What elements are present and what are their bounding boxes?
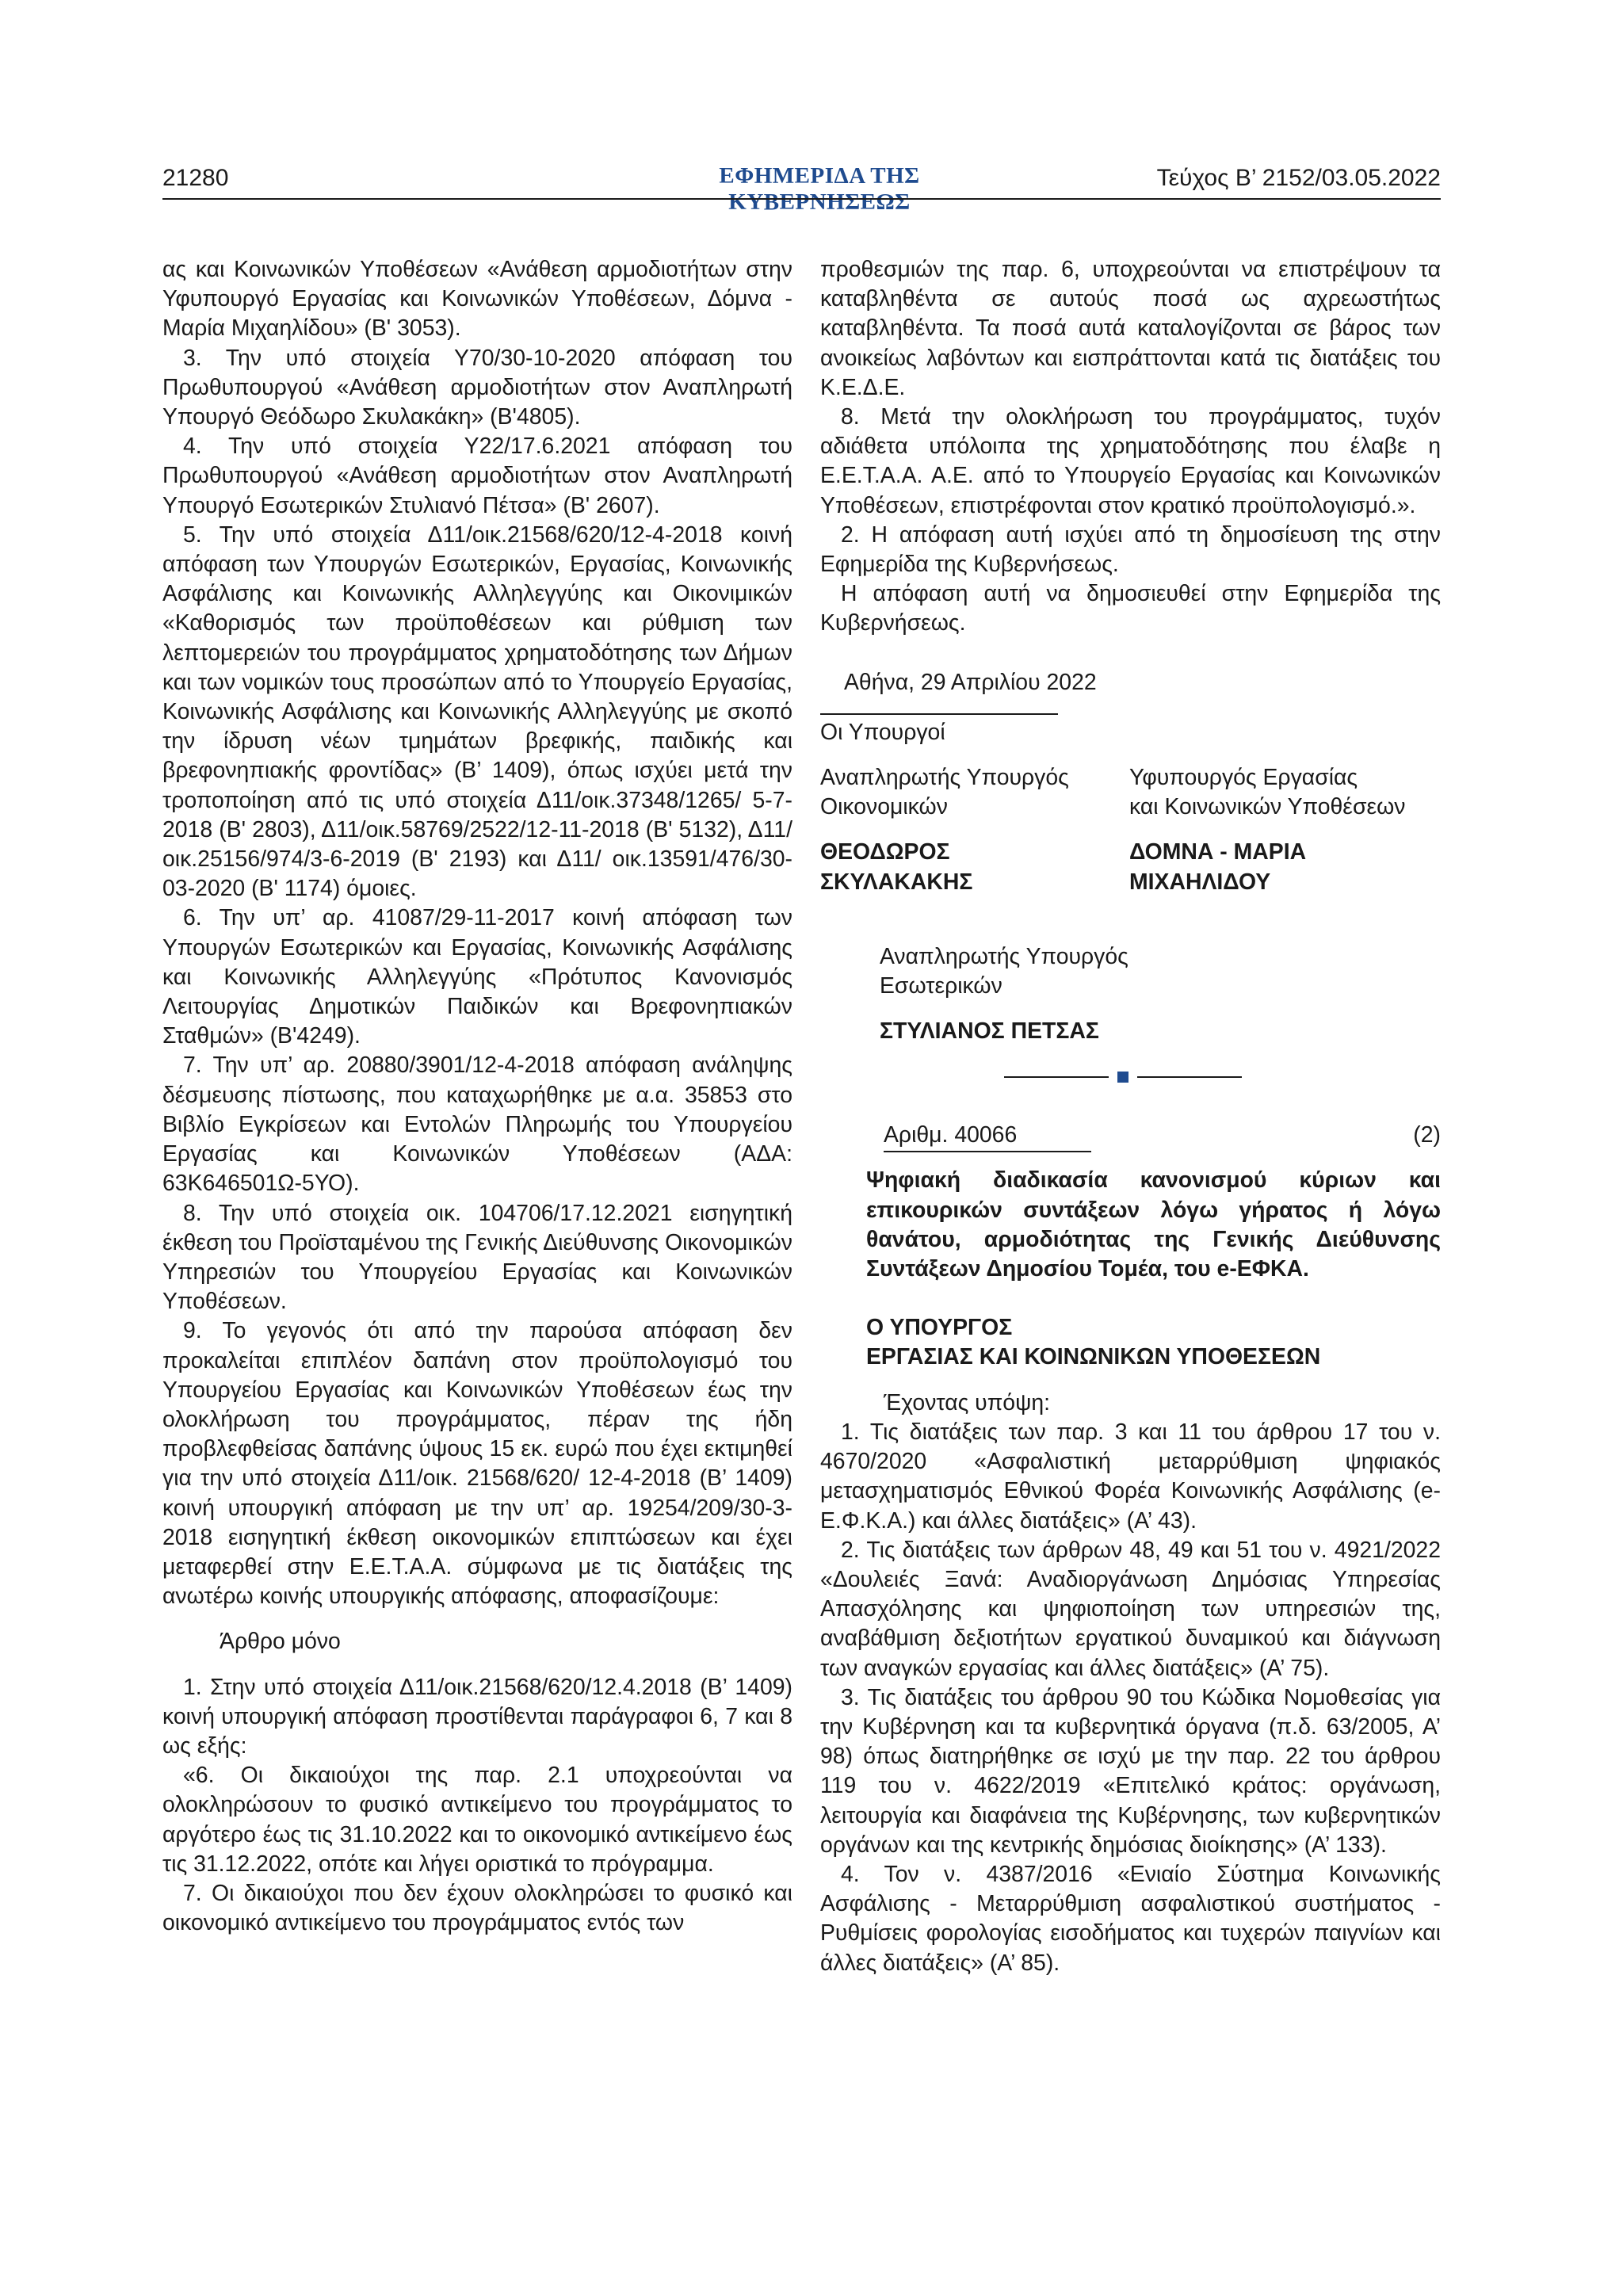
paragraph: «6. Οι δικαιούχοι της παρ. 2.1 υποχρεούνται να ολοκληρώσουν το φυσικό αντικείμενο του προγράμματος το αργότερο έως τις 31.10.2022 και το οικονομικό αντικείμενο έως τις 31.12.2022, οπότε και λήγει οριστικά το πρόγραμμα. — [162, 1763, 792, 1877]
signatory-title: Εσωτερικών — [880, 973, 1002, 999]
gazette-title: ΕΦΗΜΕΡΙΔΑ ΤΗΣ ΚΥΒΕΡΝΗΣΕΩΣ — [719, 163, 920, 215]
paragraph: 4. Την υπό στοιχεία Υ22/17.6.2021 απόφαση του Πρωθυπουργού «Ανάθεση αρμοδιοτήτων στον Αναπληρωτή Υπουργό Εσωτερικών Στυλιανό Πέτσα» (Β' 2607). — [162, 434, 792, 518]
paragraph: προθεσμιών της παρ. 6, υποχρεούνται να επιστρέψουν τα καταβληθέντα σε αυτούς ποσά ως αχρεωστήτως καταβληθέντα. Τα ποσά αυτά καταλογίζονται σε βάρος των ανοικείως λαβόντων και εισπράττονται κατά τις διατάξεις του Κ.Ε.Δ.Ε. — [820, 257, 1441, 400]
page-number: 21280 — [162, 165, 229, 191]
signatory-title: Αναπληρωτής Υπουργός — [880, 943, 1128, 969]
signatures — [820, 763, 1441, 897]
signature-block — [820, 763, 1129, 897]
paragraph: Η απόφαση αυτή να δημοσιευθεί στην Εφημερίδα της Κυβερνήσεως. — [820, 581, 1441, 636]
paragraph: 8. Μετά την ολοκλήρωση του προγράμματος, τυχόν αδιάθετα υπόλοιπα της χρηματοδότησης που έλαβε η Ε.Ε.Τ.Α.Α. Α.Ε. από το Υπουργείο Εργασίας και Κοινωνικών Υποθέσεων, επιστρέφονται στον κρατικό προϋπολογισμό.». — [820, 404, 1441, 518]
signatory-name: ΘΕΟΔΩΡΟΣ — [820, 839, 950, 865]
decision-number: Αριθμ. 40066 — [884, 1121, 1091, 1152]
paragraph: 9. Το γεγονός ότι από την παρούσα απόφαση δεν προκαλείται επιπλέον δαπάνη στον προϋπολογισμό του Υπουργείου Εργασίας και Κοινωνικών Υποθέσεων έως την ολοκλήρωση του προγράμματος, πέραν της ήδη προβλεφθείσας δαπάνης ύψους 15 εκ. ευρώ που έχει εκτιμηθεί για την υπό στοιχεία Δ11/οικ. 21568/620/ 12-4-2018 (Β’ 1409) κοινή υπουργική απόφαση με την υπ’ αρ. 19254/209/30-3-2018 εισηγητική έκθεση οικονομικών επιπτώσεων και έχει μεταφερθεί στην Ε.Ε.Τ.Α.Α. σύμφωνα με τις διατάξεις της ανωτέρω κοινής υπουργικής απόφασης, αποφασίζουμε: — [162, 1318, 792, 1610]
signature-block — [1129, 763, 1441, 897]
article-heading: Άρθρο μόνο — [220, 1629, 341, 1655]
minister-title: ΕΡΓΑΣΙΑΣ ΚΑΙ ΚΟΙΝΩΝΙΚΩΝ ΥΠΟΘΕΣΕΩΝ — [866, 1344, 1321, 1370]
place-date: Αθήνα, 29 Απριλίου 2022 — [844, 669, 1097, 695]
ministers-heading: Οι Υπουργοί — [820, 713, 1058, 747]
signatory-name: ΣΤΥΛΙΑΝΟΣ ΠΕΤΣΑΣ — [880, 1018, 1099, 1045]
paragraph: 5. Την υπό στοιχεία Δ11/οικ.21568/620/12-4-2018 κοινή απόφαση των Υπουργών Εσωτερικών, Εργασίας, Κοινωνικής Ασφάλισης και Κοινωνικής Αλληλεγγύης και Οικονιμικών «Καθορισμός των προϋποθέσεων και ρύθμιση των λεπτομερειών του προγράμματος χρηματοδότησης των Δήμων και των νομικών τους προσώπων από το Υπουργείο Εργασίας, Κοινωνικής Ασφάλισης και Κοινωνικής Αλληλεγγύης με σκοπό την ίδρυση νέων τμημάτων βρεφικής, παιδικής και βρεφονηπιακής φροντίδας» (Β’ 1409), όπως ισχύει μετά την τροποποίηση από τις υπό στοιχεία Δ11/οικ.37348/1265/ 5-7-2018 (Β' 2803), Δ11/οικ.58769/2522/12-11-2018 (Β' 5132), Δ11/οικ.25156/974/3-6-2019 (Β' 2193) και Δ11/ οικ.13591/476/30-03-2020 (Β' 1174) όμοιες. — [162, 521, 792, 902]
paragraph: 2. Τις διατάξεις των άρθρων 48, 49 και 51 του ν. 4921/2022 «Δουλειές Ξανά: Αναδιοργάνωση Δημόσιας Υπηρεσίας Απασχόλησης και ψηφιοποίηση των υπηρεσιών της, αναβάθμιση δεξιοτήτων εργατικού δυναμικού και διάγνωση των αναγκών εργασίας και άλλες διατάξεις» (Α’ 75). — [820, 1537, 1441, 1681]
signatory-name: ΣΚΥΛΑΚΑΚΗΣ — [820, 869, 973, 895]
signature-block — [820, 942, 1441, 1047]
right-column — [820, 255, 1441, 1978]
paragraph: 2. Η απόφαση αυτή ισχύει από τη δημοσίευση της στην Εφημερίδα της Κυβερνήσεως. — [820, 521, 1441, 578]
decision-number-row — [820, 1121, 1441, 1150]
signatory-title: Οικονομικών — [820, 794, 948, 820]
minister-title: Ο ΥΠΟΥΡΓΟΣ — [866, 1315, 1013, 1341]
paragraph: 3. Την υπό στοιχεία Υ70/30-10-2020 απόφαση του Πρωθυπουργού «Ανάθεση αρμοδιοτήτων στον Αναπληρωτή Υπουργό Θεόδωρο Σκυλακάκη» (Β'4805). — [162, 345, 792, 430]
signatory-name: ΔΟΜΝΑ - ΜΑΡΙΑ — [1129, 839, 1307, 865]
separator-square-icon — [1117, 1072, 1128, 1083]
left-column — [162, 255, 792, 1938]
section-separator — [820, 1062, 1441, 1091]
signatory-title: και Κοινωνικών Υποθέσεων — [1129, 794, 1406, 820]
paragraph: 8. Την υπό στοιχεία οικ. 104706/17.12.2021 εισηγητική έκθεση του Προϊσταμένου της Γενικής Διεύθυνσης Οικονομικών Υπηρεσιών του Υπουργείου Εργασίας και Κοινωνικών Υποθέσεων. — [162, 1200, 792, 1315]
signatory-name: ΜΙΧΑΗΛΙΔΟΥ — [1129, 869, 1271, 895]
paragraph: 1. Τις διατάξεις των παρ. 3 και 11 του άρθρου 17 του ν. 4670/2020 «Ασφαλιστική μεταρρύθμιση ψηφιακός μετασχηματισμός Εθνικού Φορέα Κοινωνικής Ασφάλισης (e-Ε.Φ.Κ.Α.) και άλλες διατάξεις» (Α’ 43). — [820, 1419, 1441, 1534]
paragraph: 3. Τις διατάξεις του άρθρου 90 του Κώδικα Νομοθεσίας για την Κυβέρνηση και τα κυβερνητικά όργανα (π.δ. 63/2005, Α’ 98) όπως διατηρήθηκε σε ισχύ με την παρ. 22 του άρθρου 119 του ν. 4622/2019 «Επιτελικό κράτος: οργάνωση, λειτουργία και διαφάνεια της Κυβέρνησης, των κυβερνητικών οργάνων και της κεντρικής δημόσιας διοίκησης» (Α’ 133). — [820, 1684, 1441, 1858]
paragraph: 7. Οι δικαιούχοι που δεν έχουν ολοκληρώσει το φυσικό και οικονομικό αντικείμενο του προγράμματος εντός των — [162, 1880, 792, 1936]
paragraph: 1. Στην υπό στοιχεία Δ11/οικ.21568/620/12.4.2018 (Β’ 1409) κοινή υπουργική απόφαση προστίθενται παράγραφοι 6, 7 και 8 ως εξής: — [162, 1674, 792, 1759]
paragraph: 6. Την υπ’ αρ. 41087/29-11-2017 κοινή απόφαση των Υπουργών Εσωτερικών και Εργασίας, Κοινωνικής Ασφάλισης και Κοινωνικής Αλληλεγγύης «Πρότυπος Κανονισμός Λειτουργίας Δημοτικών Παιδικών και Βρεφονηπιακών Σταθμών» (Β'4249). — [162, 905, 792, 1049]
signatory-title: Αναπληρωτής Υπουργός — [820, 765, 1069, 791]
header-rule — [162, 198, 1441, 200]
paragraph: 7. Την υπ’ αρ. 20880/3901/12-4-2018 απόφαση ανάληψης δέσμευσης πίστωσης, που καταχωρήθηκε με α.α. 35853 στο Βιβλίο Εγκρίσεων και Εντολών Πληρωμής του Υπουργείου Εργασίας και Κοινωνικών Υποθέσεων (ΑΔΑ: 63Κ646501Ω-5ΥΟ). — [162, 1052, 792, 1197]
paragraph: ας και Κοινωνικών Υποθέσεων «Ανάθεση αρμοδιοτήτων στην Υφυπουργό Εργασίας και Κοινωνικών Υποθέσεων, Δόμνα - Μαρία Μιχαηλίδου» (Β' 3053). — [162, 257, 792, 342]
issue-number: Τεύχος B’ 2152/03.05.2022 — [1156, 165, 1441, 191]
decision-title: Ψηφιακή διαδικασία κανονισμού κύριων και επικουρικών συντάξεων λόγω γήρατος ή λόγω θανάτου, αρμοδιότητας της Γενικής Διεύθυνσης Συντάξεων Δημοσίου Τομέα, του e-ΕΦΚΑ. — [866, 1167, 1441, 1282]
considering-heading: Έχοντας υπόψη: — [884, 1389, 1051, 1415]
signatory-title: Υφυπουργός Εργασίας — [1129, 765, 1358, 791]
paragraph: 4. Τον ν. 4387/2016 «Ενιαίο Σύστημα Κοινωνικής Ασφάλισης - Μεταρρύθμιση ασφαλιστικού συστήματος - Ρυθμίσεις φορολογίας εισοδήματος και τυχερών παιγνίων και άλλες διατάξεις» (Α’ 85). — [820, 1861, 1441, 1976]
decision-sequence: (2) — [1413, 1122, 1441, 1148]
